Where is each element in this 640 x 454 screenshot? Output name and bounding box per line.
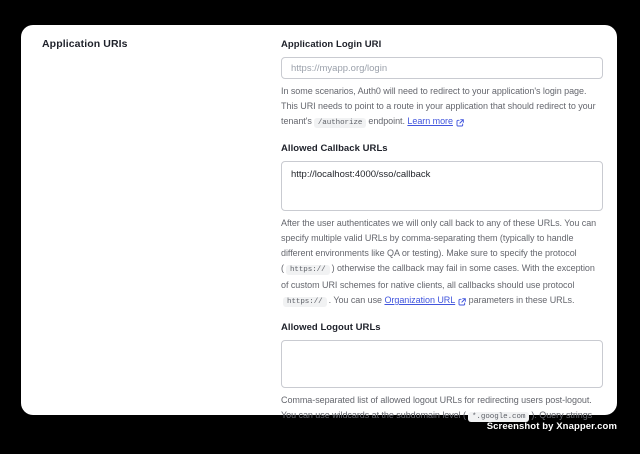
external-link-icon: [456, 115, 464, 130]
help-text-line: specify multiple valid URLs by comma-separating them (typically to handle: [281, 233, 574, 243]
help-text-line: https:// . You can use Organization URL parameters in these URLs.: [281, 293, 603, 310]
organization-url-link[interactable]: Organization URL: [384, 295, 456, 305]
help-text-line: tenant's /authorize endpoint. Learn more: [281, 114, 603, 131]
inline-code-chip: https://: [286, 265, 330, 275]
allowed-callback-urls-help-text: [281, 216, 603, 310]
application-login-uri-help-text: [281, 84, 603, 131]
inline-code-chip: /authorize: [314, 118, 367, 128]
help-text-line: After the user authenticates we will only call back to any of these URLs. You can: [281, 218, 597, 228]
help-text-line: In some scenarios, Auth0 will need to redirect to your application's login page.: [281, 86, 587, 96]
inline-code-chip: *.google.com: [468, 412, 529, 422]
field-allowed-logout-urls: [281, 321, 603, 425]
help-text-line: different environments like QA or testing). Make sure to specify the protocol: [281, 248, 577, 258]
help-text-line: of custom URI schemes for native clients, all callbacks should use protocol: [281, 280, 575, 290]
fields-column: [281, 38, 603, 421]
watermark: Screenshot by Xnapper.com: [486, 421, 617, 432]
external-link-icon: [458, 294, 466, 309]
help-text-line: Comma-separated list of allowed logout URLs for redirecting users post-logout.: [281, 395, 592, 405]
help-text-line: ( https:// ) otherwise the callback may fail in some cases. With the exception: [281, 263, 595, 274]
allowed-logout-urls-label: Allowed Logout URLs: [281, 322, 381, 333]
application-uris-settings-card: [21, 25, 617, 421]
allowed-logout-urls-textarea[interactable]: [281, 340, 603, 388]
section-title: Application URIs: [42, 38, 128, 50]
field-application-login-uri: [281, 38, 603, 131]
allowed-callback-urls-label: Allowed Callback URLs: [281, 143, 388, 154]
application-login-uri-label: Application Login URI: [281, 39, 382, 50]
application-login-uri-input[interactable]: [281, 57, 603, 79]
allowed-callback-urls-textarea[interactable]: [281, 161, 603, 211]
field-allowed-callback-urls: [281, 142, 603, 310]
learn-more-link[interactable]: Learn more: [407, 116, 453, 126]
help-text-line: This URI needs to point to a route in your application that should redirect to your: [281, 101, 596, 111]
section-title-column: [42, 38, 281, 415]
inline-code-chip: https://: [283, 297, 327, 307]
help-text-line: You can use wildcards at the subdomain level ( *.google.com ). Query strings: [281, 410, 593, 421]
